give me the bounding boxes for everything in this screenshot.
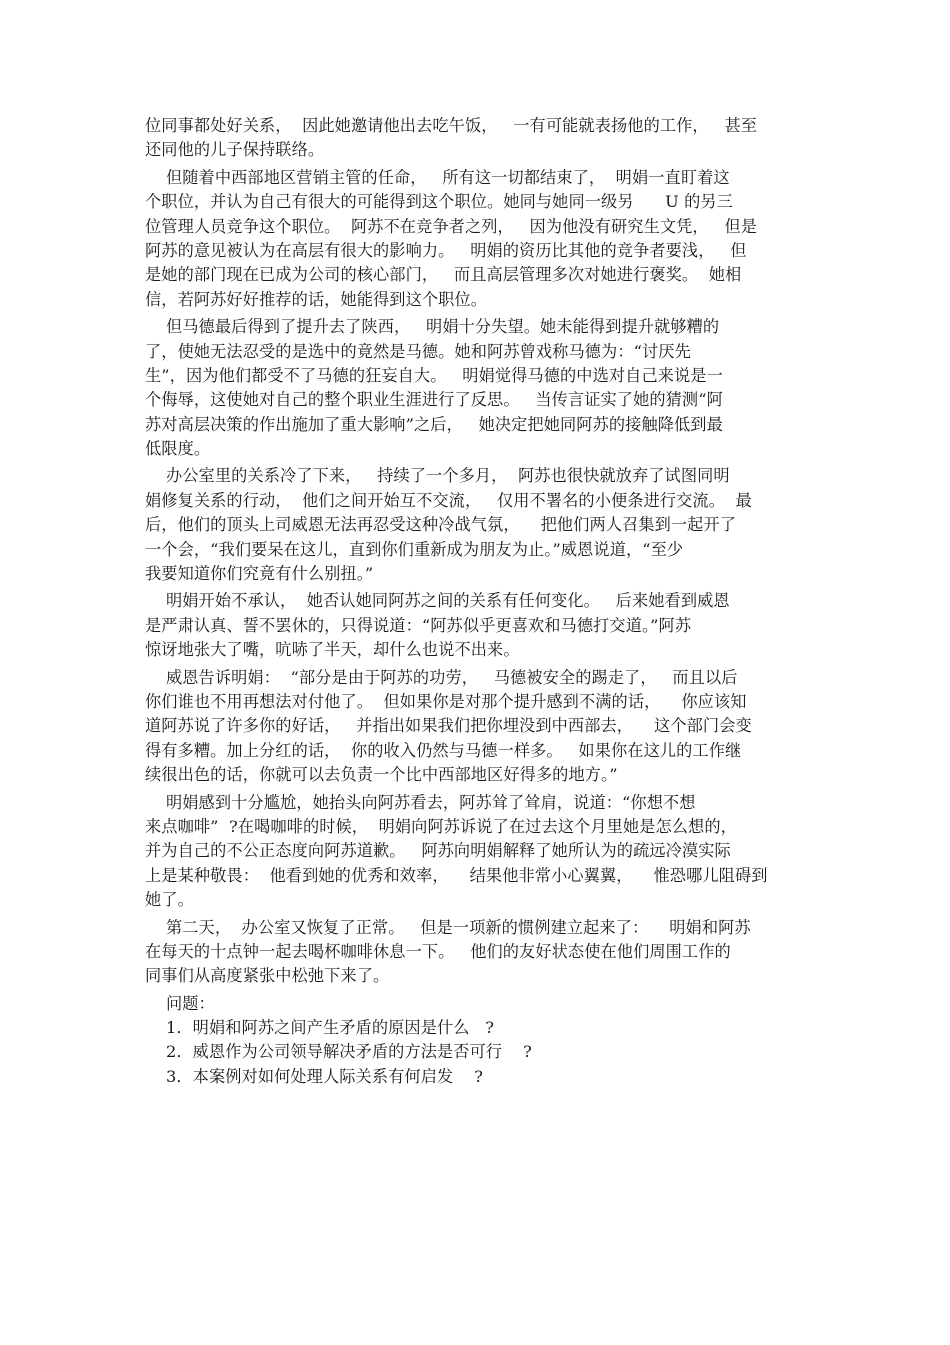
text-line: 她了。 xyxy=(145,890,194,910)
text-line: 续很出色的话，你就可以去负责一个比中西部地区好得多的地方。” xyxy=(145,765,618,785)
text-line: 得有多糟。加上分红的话， 你的收入仍然与马德一样多。 如果你在这儿的工作继 xyxy=(145,740,742,760)
text-line: 第二天， 办公室又恢复了正常。 但是一项新的惯例建立起来了： 明娟和阿苏 xyxy=(145,917,751,937)
paragraph-1 xyxy=(145,114,810,163)
questions-heading: 问题： xyxy=(145,993,215,1013)
paragraph-3 xyxy=(145,315,810,461)
text-line: 惊讶地张大了嘴，吭哧了半天，却什么也说不出来。 xyxy=(145,640,520,660)
text-line: 阿苏的意见被认为在高层有很大的影响力。 明娟的资历比其他的竞争者要浅， 但 xyxy=(145,240,747,260)
text-line: 苏对高层决策的作出施加了重大影响”之后， 她决定把她同阿苏的接触降低到最 xyxy=(145,414,723,434)
text-line: 还同他的儿子保持联络。 xyxy=(145,140,325,160)
text-line: 我要知道你们究竟有什么别扭。” xyxy=(145,564,374,584)
text-line: 你们谁也不用再想法对付他了。 但如果你是对那个提升感到不满的话， 你应该知 xyxy=(145,691,747,711)
paragraph-6 xyxy=(145,666,810,788)
text-line: 道阿苏说了许多你的好话， 并指出如果我们把你埋没到中西部去， 这个部门会变 xyxy=(145,716,752,736)
text-line: 但马德最后得到了提升去了陕西， 明娟十分失望。她未能得到提升就够糟的 xyxy=(145,317,720,337)
question-item: 1．明娟和阿苏之间产生矛盾的原因是什么 ? xyxy=(145,1018,495,1038)
paragraph-8 xyxy=(145,916,810,989)
question-item: 3．本案例对如何处理人际关系有何启发 ? xyxy=(145,1066,484,1086)
text-line: 在每天的十点钟一起去喝杯咖啡休息一下。 他们的友好状态使在他们周围工作的 xyxy=(145,941,731,961)
paragraph-4 xyxy=(145,464,810,586)
text-line: 个侮辱，这使她对自己的整个职业生涯进行了反思。 当传言证实了她的猜测“阿 xyxy=(145,390,723,410)
text-line: 威恩告诉明娟： “部分是由于阿苏的功劳， 马德被安全的踢走了， 而且以后 xyxy=(145,667,738,687)
text-line: 明娟感到十分尴尬，她抬头向阿苏看去，阿苏耸了耸肩，说道：“你想不想 xyxy=(145,792,696,812)
text-line: 来点咖啡” ?在喝咖啡的时候， 明娟向阿苏诉说了在过去这个月里她是怎么想的， xyxy=(145,816,737,836)
text-line: 办公室里的关系冷了下来， 持续了一个多月， 阿苏也很快就放弃了试图同明 xyxy=(145,466,730,486)
text-line: 了，使她无法忍受的是选中的竟然是马德。她和阿苏曾戏称马德为：“讨厌先 xyxy=(145,341,691,361)
document-page xyxy=(145,114,810,1089)
text-line: 一个会，“我们要呆在这儿，直到你们重新成为朋友为止。”威恩说道，“至少 xyxy=(145,539,684,559)
text-line: 信，若阿苏好好推荐的话，她能得到这个职位。 xyxy=(145,289,488,309)
paragraph-5 xyxy=(145,589,810,662)
text-line: 个职位，并认为自己有很大的可能得到这个职位。她同与她同一级另 U 的另三 xyxy=(145,192,733,212)
text-line: 娟修复关系的行动， 他们之间开始互不交流， 仅用不署名的小便条进行交流。 最 xyxy=(145,490,752,510)
text-line: 同事们从高度紧张中松弛下来了。 xyxy=(145,966,390,986)
text-line: 上是某种敬畏： 他看到她的优秀和效率， 结果他非常小心翼翼， 惟恐哪儿阻碍到 xyxy=(145,865,768,885)
text-line: 是她的部门现在已成为公司的核心部门， 而且高层管理多次对她进行褒奖。 她相 xyxy=(145,265,742,285)
question-item: 2．威恩作为公司领导解决矛盾的方法是否可行 ? xyxy=(145,1042,532,1062)
text-line: 后，他们的顶头上司威恩无法再忍受这种冷战气氛， 把他们两人召集到一起开了 xyxy=(145,515,737,535)
text-line: 明娟开始不承认， 她否认她同阿苏之间的关系有任何变化。 后来她看到威恩 xyxy=(145,591,730,611)
text-line: 是严肃认真、誓不罢休的，只得说道：“阿苏似乎更喜欢和马德打交道。”阿苏 xyxy=(145,615,692,635)
text-line: 生”，因为他们都受不了马德的狂妄自大。 明娟觉得马德的中选对自己来说是一 xyxy=(145,365,723,385)
text-line: 并为自己的不公正态度向阿苏道歉。 阿苏向明娟解释了她所认为的疏远冷漠实际 xyxy=(145,841,731,861)
text-line: 位管理人员竞争这个职位。 阿苏不在竞争者之列， 因为他没有研究生文凭， 但是 xyxy=(145,216,758,236)
questions-section xyxy=(145,992,810,1090)
text-line: 但随着中西部地区营销主管的任命， 所有这一切都结束了， 明娟一直盯着这 xyxy=(145,167,730,187)
paragraph-2 xyxy=(145,166,810,312)
text-line: 位同事都处好关系， 因此她邀请他出去吃午饭， 一有可能就表扬他的工作， 甚至 xyxy=(145,116,758,135)
paragraph-7 xyxy=(145,791,810,913)
text-line: 低限度。 xyxy=(145,439,211,459)
